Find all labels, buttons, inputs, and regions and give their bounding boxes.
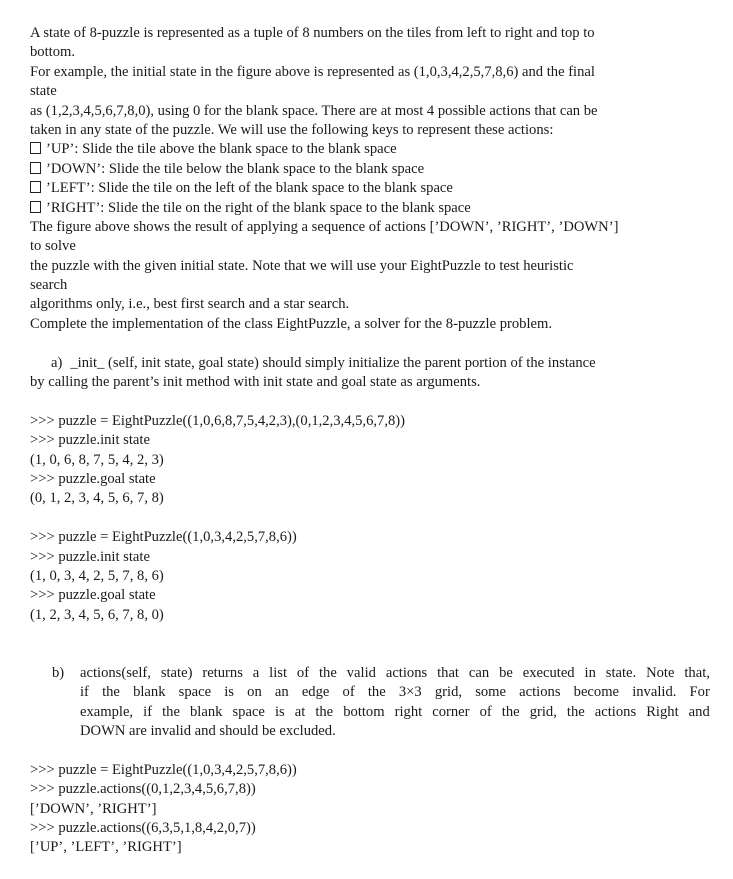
word: actions bbox=[385, 664, 428, 681]
text-line: by calling the parent’s init method with init state and goal state as arguments. bbox=[30, 374, 481, 391]
action-key-item: ’DOWN’: Slide the tile below the blank space to the blank space bbox=[30, 160, 710, 179]
part-a-label: a) bbox=[51, 354, 63, 371]
text-line: taken in any state of the puzzle. We will use the following keys to represent these actions: bbox=[30, 121, 554, 138]
code-line: (1, 0, 3, 4, 2, 5, 7, 8, 6) bbox=[30, 567, 164, 584]
code-line: >>> puzzle = EightPuzzle((1,0,6,8,7,5,4,2,3),(0,1,2,3,4,5,6,7,8)) bbox=[30, 412, 405, 429]
code-line: >>> puzzle = EightPuzzle((1,0,3,4,2,5,7,8,6)) bbox=[30, 761, 297, 778]
word: if bbox=[80, 684, 89, 701]
word: if bbox=[143, 703, 153, 720]
word: the bbox=[319, 664, 337, 681]
text-line: algorithms only, i.e., best first search and a star search. bbox=[30, 296, 350, 313]
word: actions bbox=[519, 684, 561, 701]
code-line: (1, 0, 6, 8, 7, 5, 4, 2, 3) bbox=[30, 451, 164, 468]
code-line: [’DOWN’, ’RIGHT’] bbox=[30, 800, 157, 817]
action-key-list bbox=[30, 140, 710, 218]
word: grid, bbox=[434, 684, 463, 701]
word: the bbox=[501, 703, 520, 720]
part-a-section bbox=[30, 354, 710, 625]
code-line: >>> puzzle.actions((6,3,5,1,8,4,2,0,7)) bbox=[30, 820, 256, 837]
word: space bbox=[232, 703, 265, 720]
code-line: (0, 1, 2, 3, 4, 5, 6, 7, 8) bbox=[30, 490, 164, 507]
word: the bbox=[162, 703, 180, 720]
word: 3×3 bbox=[398, 684, 422, 701]
action-key-item: ’UP’: Slide the tile above the blank space to the blank space bbox=[30, 140, 710, 159]
word: executed bbox=[522, 664, 575, 681]
checkbox-bullet-icon bbox=[30, 201, 41, 213]
word: become bbox=[573, 684, 620, 701]
code-line: >>> puzzle.actions((0,1,2,3,4,5,6,7,8)) bbox=[30, 781, 256, 798]
word: space bbox=[178, 684, 212, 701]
justified-line bbox=[80, 703, 710, 722]
text-line: A state of 8-puzzle is represented as a tuple of 8 numbers on the tiles from left to right and top to bbox=[30, 25, 595, 41]
word: grid, bbox=[529, 703, 557, 720]
code-example bbox=[30, 412, 710, 509]
word: For bbox=[689, 684, 710, 701]
document-body bbox=[30, 24, 710, 858]
code-line: >>> puzzle.goal state bbox=[30, 587, 156, 604]
word: is bbox=[274, 703, 285, 720]
word: actions(self, bbox=[80, 664, 151, 681]
word: the bbox=[566, 703, 585, 720]
text-line: bottom. bbox=[30, 44, 75, 61]
word: state) bbox=[160, 664, 193, 681]
text-line: Complete the implementation of the class EightPuzzle, a solver for the 8-puzzle problem. bbox=[30, 315, 552, 332]
part-b-section bbox=[30, 664, 710, 858]
action-key-item: ’LEFT’: Slide the tile on the left of the blank space to the blank space bbox=[30, 179, 710, 198]
word: in bbox=[584, 664, 596, 681]
text-line: to solve bbox=[30, 238, 76, 255]
code-line: (1, 2, 3, 4, 5, 6, 7, 8, 0) bbox=[30, 606, 164, 623]
word: an bbox=[274, 684, 289, 701]
word: is bbox=[224, 684, 234, 701]
word: Note bbox=[646, 664, 675, 681]
checkbox-bullet-icon bbox=[30, 162, 41, 174]
code-line: >>> puzzle.init state bbox=[30, 548, 150, 565]
word: the bbox=[367, 684, 386, 701]
word: of bbox=[479, 703, 492, 720]
word: Right bbox=[646, 703, 679, 720]
word: blank bbox=[190, 703, 223, 720]
code-line: >>> puzzle = EightPuzzle((1,0,3,4,2,5,7,8,6)) bbox=[30, 529, 297, 546]
figure-description-paragraph bbox=[30, 218, 710, 334]
code-line: >>> puzzle.goal state bbox=[30, 470, 156, 487]
checkbox-bullet-icon bbox=[30, 142, 41, 154]
checkbox-bullet-icon bbox=[30, 181, 41, 193]
word: of bbox=[342, 684, 355, 701]
word: the bbox=[102, 684, 120, 701]
text-line: The figure above shows the result of applying a sequence of actions [’DOWN’, ’RIGHT’, ’DOWN’] bbox=[30, 218, 619, 235]
text-line: state bbox=[30, 83, 57, 100]
word: blank bbox=[133, 684, 166, 701]
word: the bbox=[315, 703, 334, 720]
word: that, bbox=[684, 664, 710, 681]
word: and bbox=[688, 703, 710, 720]
part-b-label: b) bbox=[52, 664, 65, 681]
word: at bbox=[294, 703, 306, 720]
word: edge bbox=[301, 684, 330, 701]
justified-line bbox=[80, 683, 710, 702]
word: actions bbox=[594, 703, 637, 720]
word: returns bbox=[202, 664, 243, 681]
word: right bbox=[394, 703, 423, 720]
word: example, bbox=[80, 703, 134, 720]
word: state. bbox=[605, 664, 637, 681]
word: some bbox=[475, 684, 506, 701]
word: valid bbox=[346, 664, 376, 681]
word: invalid. bbox=[632, 684, 677, 701]
part-b-heading bbox=[30, 664, 710, 742]
word: can bbox=[468, 664, 490, 681]
code-example bbox=[30, 761, 710, 858]
word: be bbox=[499, 664, 513, 681]
word: bottom bbox=[343, 703, 385, 720]
word: on bbox=[247, 684, 262, 701]
part-a-heading: a) _init_ (self, init state, goal state) should simply initialize the parent portion of the instance bbox=[51, 354, 596, 371]
action-key-item: ’RIGHT’: Slide the tile on the right of the blank space to the blank space bbox=[30, 199, 710, 218]
word: list bbox=[269, 664, 288, 681]
justified-line bbox=[80, 664, 710, 683]
code-example bbox=[30, 528, 710, 625]
word: of bbox=[296, 664, 310, 681]
word: corner bbox=[432, 703, 470, 720]
code-line: [’UP’, ’LEFT’, ’RIGHT’] bbox=[30, 839, 182, 856]
code-line: >>> puzzle.init state bbox=[30, 432, 150, 449]
text-line: as (1,2,3,4,5,6,7,8,0), using 0 for the blank space. There are at most 4 possible actions that can be bbox=[30, 102, 598, 119]
text-line: search bbox=[30, 277, 68, 294]
intro-paragraph bbox=[30, 24, 710, 140]
text-line: the puzzle with the given initial state. Note that we will use your EightPuzzle to test heuristic bbox=[30, 257, 574, 274]
text-line: For example, the initial state in the figure above is represented as (1,0,3,4,2,5,7,8,6) and the final bbox=[30, 63, 595, 80]
text-line: DOWN are invalid and should be excluded. bbox=[80, 723, 336, 740]
word: a bbox=[252, 664, 260, 681]
word: that bbox=[437, 664, 459, 681]
